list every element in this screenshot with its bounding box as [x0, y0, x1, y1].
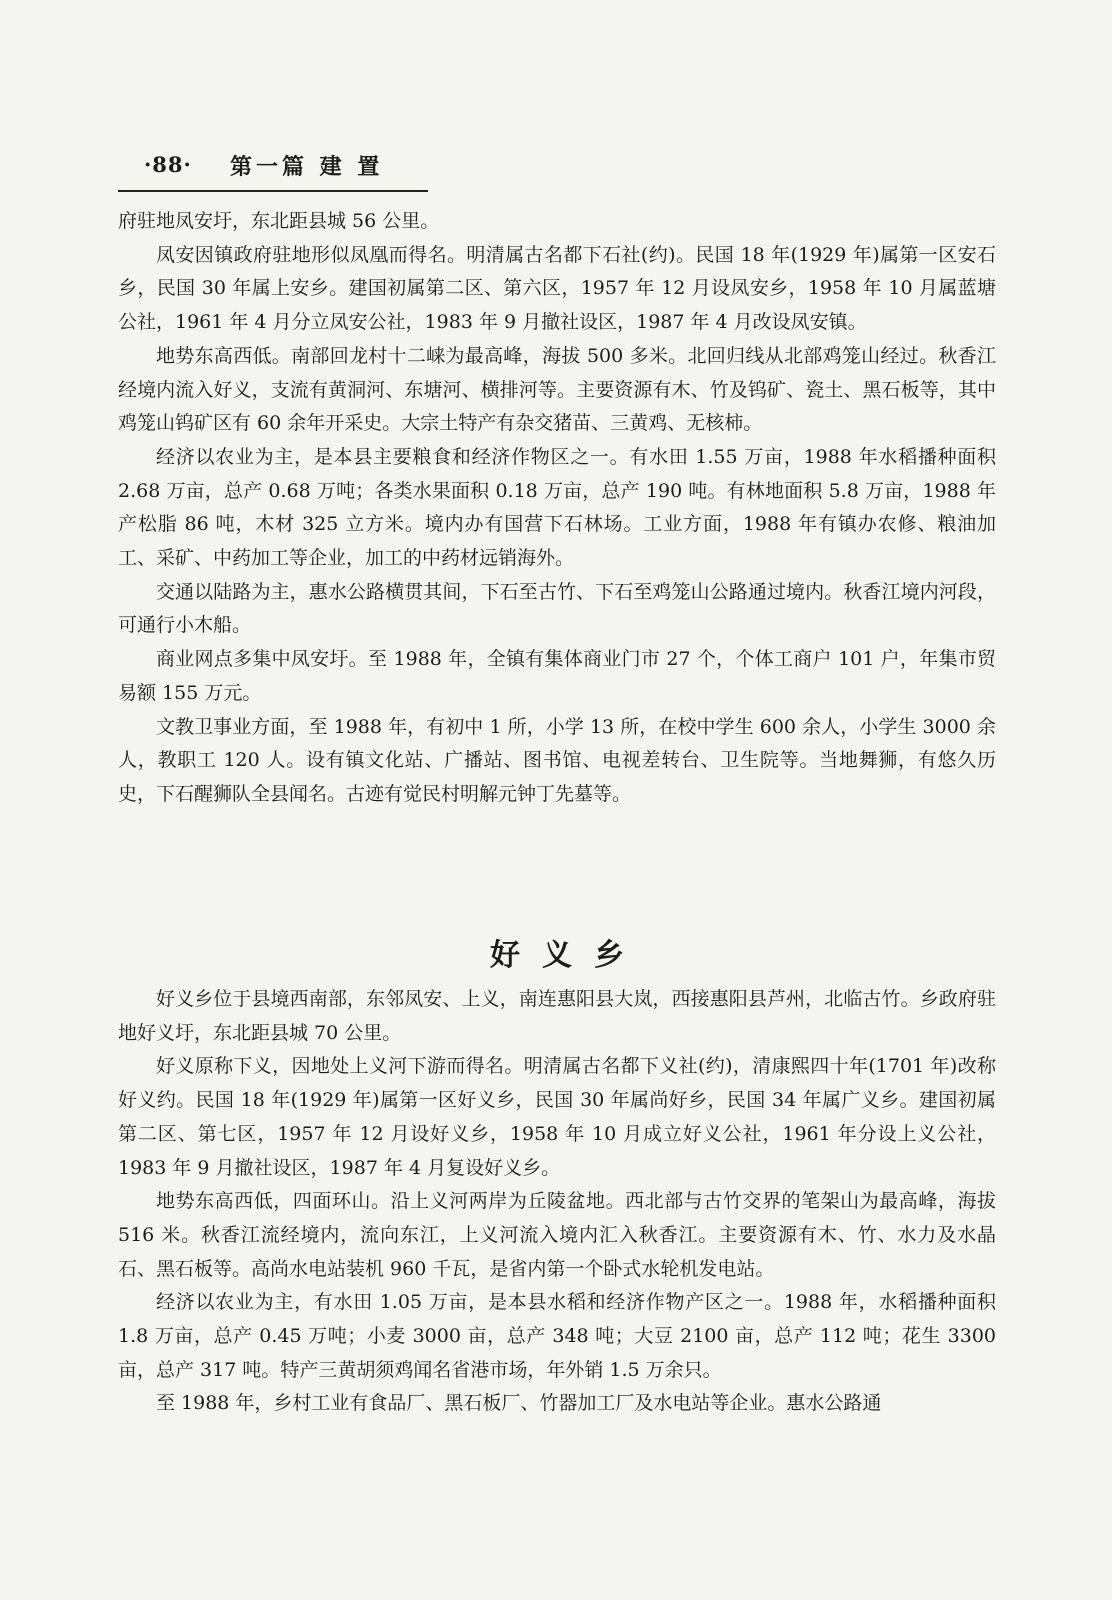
paragraph: 好义原称下义，因地处上义河下游而得名。明清属古名都下义社(约)，清康熙四十年(1701 年)改称好义约。民国 18 年(1929 年)属第一区好义乡，民国 30 年属尚好乡，民国 34 年属广义乡。建国初属第二区、第七区，1957 年 12 月设好义乡，1958 年 10 月成立好义公社，1961 年分设上义公社，1983 年 9 月撤社设区，1987 年 4 月复设好义乡。 — [118, 1055, 996, 1179]
page-header — [118, 150, 428, 192]
paragraph: 地势东高西低，四面环山。沿上义河两岸为丘陵盆地。西北部与古竹交界的笔架山为最高峰，海拔 516 米。秋香江流经境内，流向东江，上义河流入境内汇入秋香江。主要资源有木、竹、水力及水晶石、黑石板等。高尚水电站装机 960 千瓦，是省内第一个卧式水轮机发电站。 — [118, 1190, 996, 1280]
chapter-title: 第一篇 建 置 — [230, 154, 384, 180]
paragraph: 至 1988 年，乡村工业有食品厂、黑石板厂、竹器加工厂及水电站等企业。惠水公路通 — [156, 1392, 882, 1415]
page-number: ·88· — [144, 152, 192, 177]
section-heading: 好义乡 — [490, 938, 646, 973]
paragraph: 地势东高西低。南部回龙村十二崃为最高峰，海拔 500 多米。北回归线从北部鸡笼山经过。秋香江经境内流入好义，支流有黄洞河、东塘河、横排河等。主要资源有木、竹及钨矿、瓷土、黑石板等，其中鸡笼山钨矿区有 60 余年开采史。大宗土特产有杂交猪苗、三黄鸡、无核柿。 — [118, 344, 996, 435]
paragraph: 经济以农业为主，有水田 1.05 万亩，是本县水稻和经济作物产区之一。1988 年，水稻播种面积 1.8 万亩，总产 0.45 万吨；小麦 3000 亩，总产 348 吨；大豆 2100 亩，总产 112 吨；花生 3300 亩，总产 317 吨。特产三黄胡须鸡闻名省港市场，年外销 1.5 万余只。 — [118, 1291, 996, 1381]
paragraph: 经济以农业为主，是本县主要粮食和经济作物区之一。有水田 1.55 万亩，1988 年水稻播种面积 2.68 万亩，总产 0.68 万吨；各类水果面积 0.18 万亩，总产 190 吨。有林地面积 5.8 万亩，1988 年产松脂 86 吨，木材 325 立方米。境内办有国营下石林场。工业方面，1988 年有镇办农修、粮油加工、采矿、中药加工等企业，加工的中药材远销海外。 — [118, 445, 996, 570]
paragraph: 好义乡位于县境西南部，东邻凤安、上义，南连惠阳县大岚，西接惠阳县芦州，北临古竹。乡政府驻地好义圩，东北距县城 70 公里。 — [118, 988, 996, 1044]
section-fengan — [118, 205, 996, 812]
paragraph: 交通以陆路为主，惠水公路横贯其间，下石至古竹、下石至鸡笼山公路通过境内。秋香江境内河段，可通行小木船。 — [118, 580, 996, 637]
paragraph: 凤安因镇政府驻地形似凤凰而得名。明清属古名都下石社(约)。民国 18 年(1929 年)属第一区安石乡，民国 30 年属上安乡。建国初属第二区、第六区，1957 年 12 月设凤安乡，1958 年 10 月属蓝塘公社，1961 年 4 月分立凤安公社，1983 年 9 月撤社设区，1987 年 4 月改设凤安镇。 — [118, 243, 996, 334]
continuation-paragraph: 府驻地凤安圩，东北距县城 56 公里。 — [118, 210, 440, 232]
paragraph: 文教卫事业方面，至 1988 年，有初中 1 所，小学 13 所，在校中学生 600 余人，小学生 3000 余人，教职工 120 人。设有镇文化站、广播站、图书馆、电视差转台、卫生院等。当地舞狮，有悠久历史，下石醒狮队全县闻名。古迹有觉民村明解元钟丁先墓等。 — [118, 715, 996, 805]
section-haoyi — [118, 983, 996, 1421]
paragraph: 商业网点多集中凤安圩。至 1988 年，全镇有集体商业门市 27 个，个体工商户 101 户，年集市贸易额 155 万元。 — [118, 648, 996, 704]
